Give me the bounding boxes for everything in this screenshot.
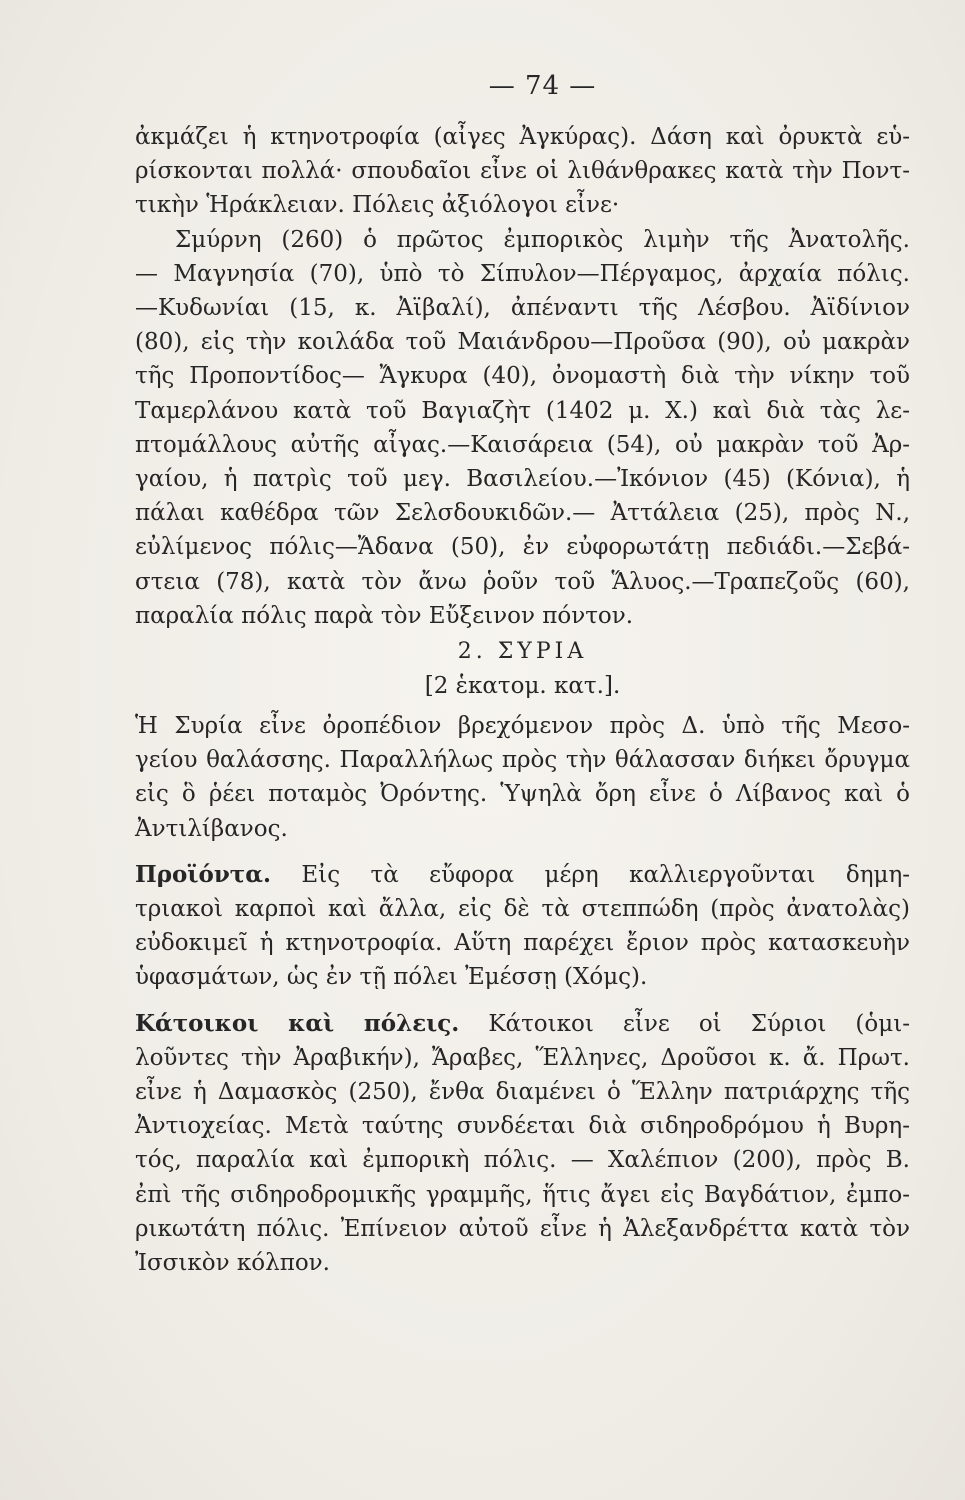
text-line: εἰς ὃ ῥέει ποταμὸς Ὀρόντης. Ὑψηλὰ ὄρη εἶνε ὁ Λίβανος καὶ ὁ <box>135 781 910 808</box>
text-line: ρίσκονται πολλά· σπουδαῖοι εἶνε οἱ λιθάνθρακες κατὰ τὴν Ποντ- <box>135 158 910 185</box>
text-line: πάλαι καθέδρα τῶν Σελσδουκιδῶν.— Ἀττάλεια (25), πρὸς Ν., <box>135 500 910 527</box>
text-line: εἶνε ἡ Δαμασκὸς (250), ἔνθα διαμένει ὁ Ἕλλην πατριάρχης τῆς <box>135 1079 910 1106</box>
text-line: Ἰσσικὸν κόλπον. <box>135 1250 330 1277</box>
inhabitants-paragraph <box>135 1007 910 1281</box>
text-line: —Κυδωνίαι (15, κ. Ἀϊβαλί), ἀπέναντι τῆς Λέσβου. Ἀϊδίνιον <box>135 295 910 322</box>
text-line: παραλία πόλις παρὰ τὸν Εὔξεινον πόντον. <box>135 602 634 629</box>
paragraph-gap <box>135 995 910 1007</box>
text-line: τικὴν Ἡράκλειαν. Πόλεις ἀξιόλογοι εἶνε· <box>135 192 620 219</box>
inhabitants-text: Κάτοικοι εἶνε οἱ Σύριοι (ὁμι- <box>459 1010 910 1037</box>
text-line: τῆς Προποντίδος— Ἄγκυρα (40), ὀνομαστὴ διὰ τὴν νίκην τοῦ <box>135 363 910 390</box>
text-line: — Μαγνησία (70), ὑπὸ τὸ Σίπυλον—Πέργαμος, ἀρχαία πόλις. <box>135 260 910 287</box>
text-line: λοῦντες τὴν Ἀραβικήν), Ἄραβες, Ἕλληνες, Δροῦσοι κ. ἄ. Πρωτ. <box>135 1044 910 1071</box>
section2-intro <box>135 709 910 846</box>
section-subtitle: [2 ἑκατομ. κατ.]. <box>424 673 621 700</box>
text-line: ρικωτάτη πόλις. Ἐπίνειον αὐτοῦ εἶνε ἡ Ἀλεξανδρέττα κατὰ τὸν <box>135 1215 910 1242</box>
text-line: γαίου, ἡ πατρὶς τοῦ μεγ. Βασιλείου.—Ἰκόνιον (45) (Κόνια), ἡ <box>135 466 910 493</box>
text-line: γείου θαλάσσης. Παραλλήλως πρὸς τὴν θάλασσαν διήκει ὄρυγμα <box>135 747 910 774</box>
text-line: πτομάλλους αὐτῆς αἶγας.—Καισάρεια (54), οὐ μακρὰν τοῦ Ἀρ- <box>135 431 910 458</box>
text-line: τός, παραλία καὶ ἐμπορικὴ πόλις. — Χαλέπιον (200), πρὸς Β. <box>135 1147 910 1174</box>
text-line: Ἀντιοχείας. Μετὰ ταύτης συνδέεται διὰ σιδηροδρόμου ἡ Βυρη- <box>135 1113 910 1140</box>
page-number: — 74 — <box>488 71 597 101</box>
text-line: ὑφασμάτων, ὡς ἐν τῇ πόλει Ἐμέσσῃ (Χόμς). <box>135 964 648 991</box>
text-line: Σμύρνη (260) ὁ πρῶτος ἐμπορικὸς λιμὴν τῆς Ἀνατολῆς. <box>175 226 910 253</box>
text-line: Ἡ Συρία εἶνε ὀροπέδιον βρεχόμενον πρὸς Δ. ὑπὸ τῆς Μεσο- <box>135 713 910 740</box>
page-content <box>135 66 910 1280</box>
text-line: Ταμερλάνου κατὰ τοῦ Βαγιαζὴτ (1402 μ. Χ.) καὶ διὰ τὰς λε- <box>135 397 910 424</box>
products-heading: Προϊόντα. <box>135 860 271 888</box>
text-line <box>135 1007 910 1041</box>
inhabitants-heading: Κάτοικοι καὶ πόλεις. <box>135 1009 460 1037</box>
text-line: ἀκμάζει ἡ κτηνοτροφία (αἶγες Ἀγκύρας). Δάση καὶ ὀρυκτὰ εὑ- <box>135 124 910 150</box>
text-line: εὐλίμενος πόλις—Ἄδανα (50), ἐν εὐφορωτάτῃ πεδιάδι.—Σεβά- <box>135 534 910 561</box>
products-text: Εἰς τὰ εὔφορα μέρη καλλιεργοῦνται δημη- <box>270 861 910 888</box>
paragraph-gap <box>135 846 910 858</box>
text-line: ἐπὶ τῆς σιδηροδρομικῆς γραμμῆς, ἥτις ἄγει εἰς Βαγδάτιον, ἐμπο- <box>135 1181 910 1208</box>
text-line: τριακοὶ καρποὶ καὶ ἄλλα, εἰς δὲ τὰ στεππώδη (πρὸς ἀνατολὰς) <box>135 896 910 923</box>
section1-text <box>135 120 910 633</box>
products-paragraph <box>135 858 910 995</box>
text-line: στεια (78), κατὰ τὸν ἄνω ῥοῦν τοῦ Ἅλυος.—Τραπεζοῦς (60), <box>135 568 910 595</box>
section-title: 2. ΣΥΡΙΑ <box>457 639 588 665</box>
text-line: εὐδοκιμεῖ ἡ κτηνοτροφία. Αὕτη παρέχει ἔριον πρὸς κατασκευὴν <box>135 930 910 957</box>
text-line: (80), εἰς τὴν κοιλάδα τοῦ Μαιάνδρου—Προῦσα (90), οὐ μακρὰν <box>135 329 910 356</box>
text-line: Ἀντιλίβανος. <box>135 815 288 842</box>
text-line <box>135 858 910 892</box>
